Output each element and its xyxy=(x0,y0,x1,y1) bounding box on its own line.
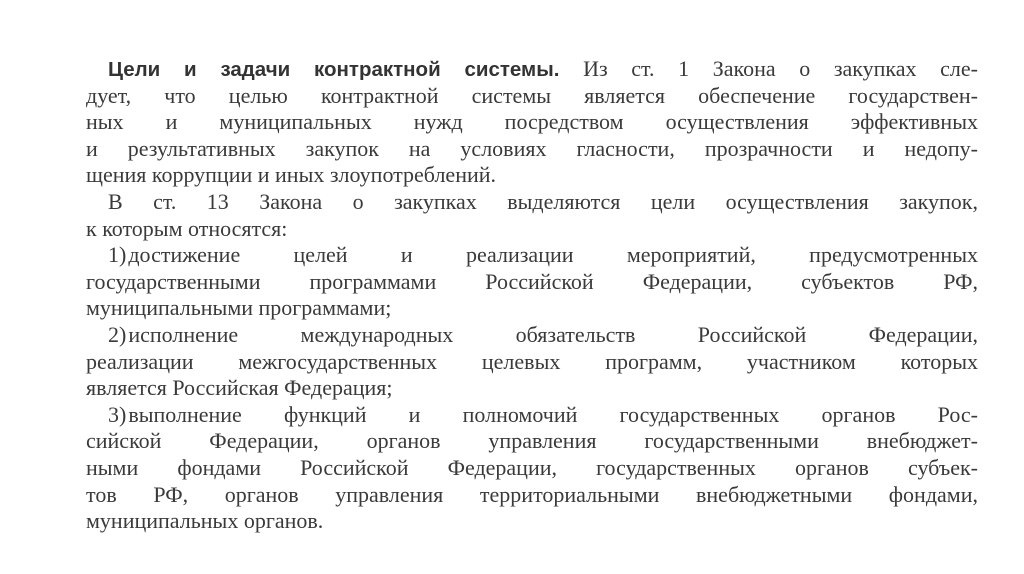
paragraph-line: ных и муниципальных нужд посредством осуществления эффективных xyxy=(86,109,978,135)
list-item-line: государственными программами Российской Федерации, субъектов РФ, xyxy=(86,268,978,294)
list-item-text: достижение целей и реализации мероприятий, предусмотренных xyxy=(128,242,978,268)
list-item-line: муниципальными программами; xyxy=(86,295,392,321)
list-item-line: является Российская Федерация; xyxy=(86,375,393,401)
list-item-text: выполнение функций и полномочий государственных органов Рос- xyxy=(128,401,978,427)
list-item-line: муниципальных органов. xyxy=(86,508,324,534)
paragraph-line: и результативных закупок на условиях гласности, прозрачности и недопу- xyxy=(86,135,978,161)
list-item-line xyxy=(86,402,978,429)
list-item-line xyxy=(86,322,978,349)
list-item-text: исполнение международных обязательств Российской Федерации, xyxy=(128,321,978,347)
paragraph-line: дует, что целью контрактной системы является обеспечение государствен- xyxy=(86,82,978,108)
paragraph-line: щения коррупции и иных злоупотреблений. xyxy=(86,162,497,188)
paragraph-line: В ст. 13 Закона о закупках выделяются цели осуществления закупок, xyxy=(108,188,978,214)
document-text xyxy=(86,56,978,535)
paragraph-text: Из ст. 1 Закона о закупках сле- xyxy=(583,56,979,81)
list-item-number: 1) xyxy=(108,242,127,268)
list-item-line: ными фондами Российской Федерации, государственных органов субъек- xyxy=(86,454,978,480)
section-heading: Цели и задачи контрактной системы. xyxy=(108,58,560,81)
list-item-line: сийской Федерации, органов управления государственными внебюджет- xyxy=(86,428,978,454)
list-item-line xyxy=(86,242,978,269)
list-item-number: 3) xyxy=(108,401,127,427)
list-item-line: тов РФ, органов управления территориальными внебюджетными фондами, xyxy=(86,481,978,507)
paragraph-line: к которым относятся: xyxy=(86,215,288,241)
list-item-number: 2) xyxy=(108,321,127,347)
paragraph-line xyxy=(86,56,978,83)
list-item-line: реализации межгосударственных целевых программ, участником которых xyxy=(86,348,978,374)
